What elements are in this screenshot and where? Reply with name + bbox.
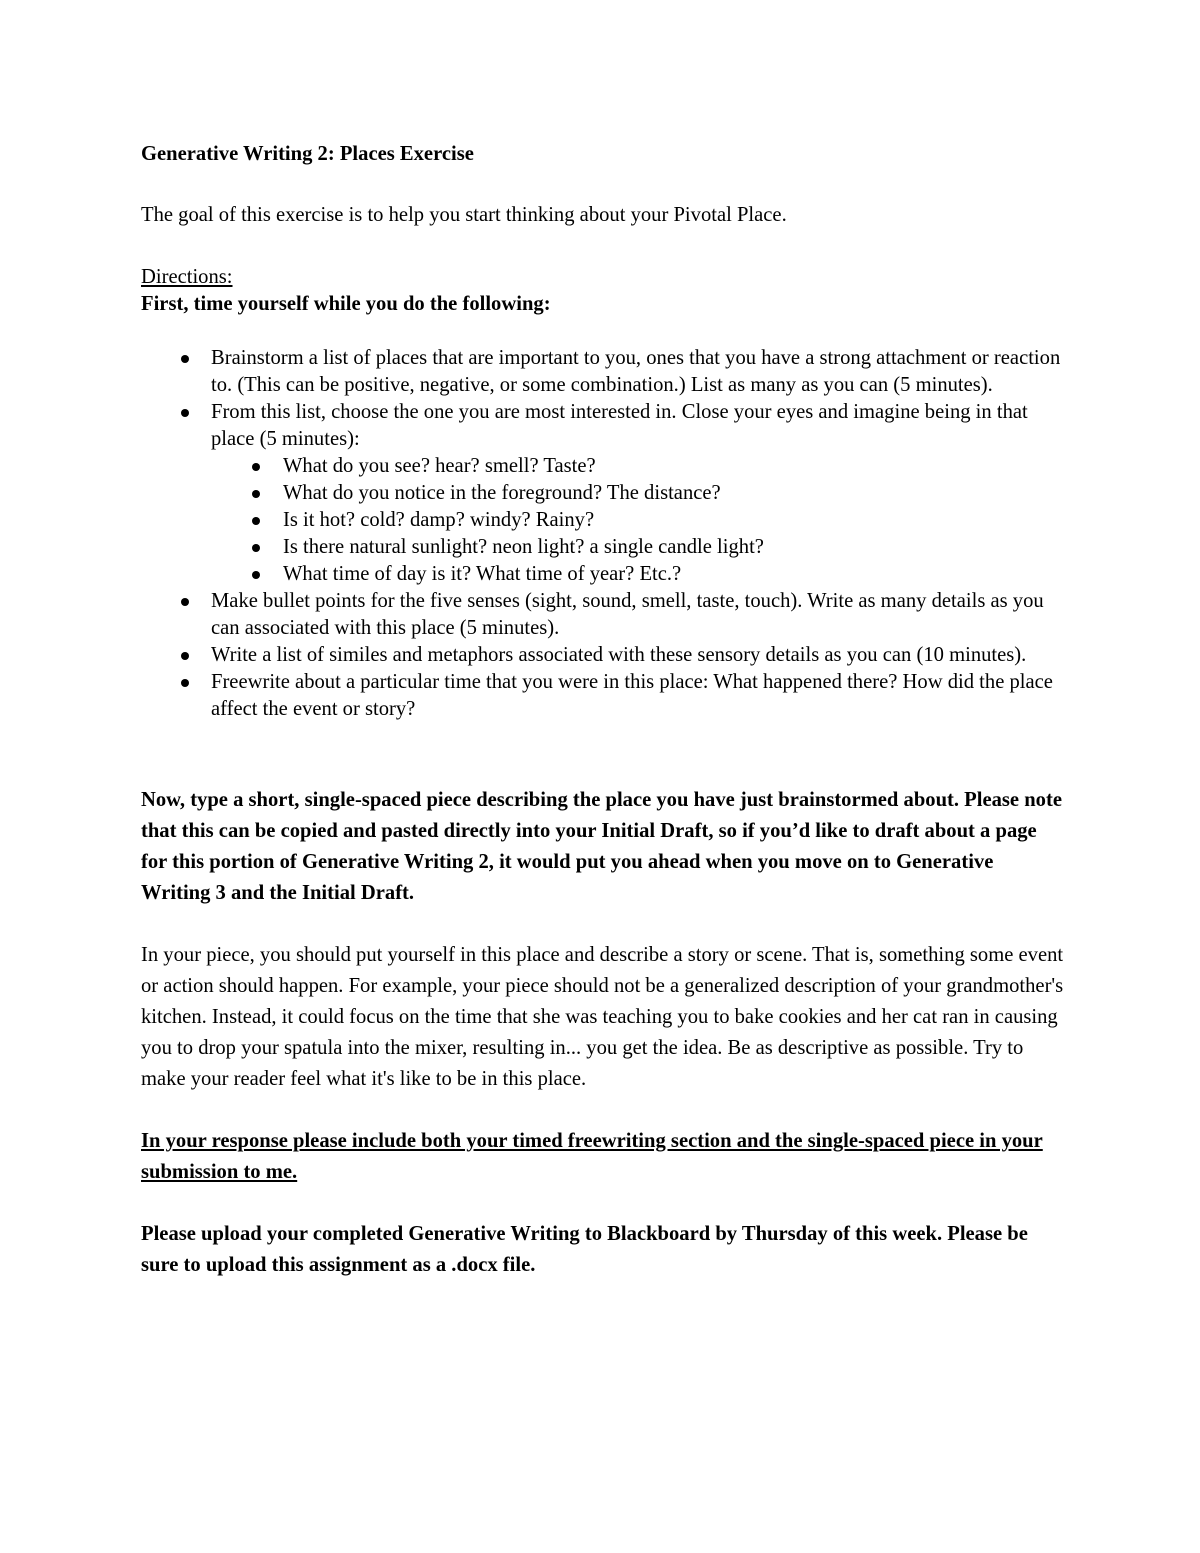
bullet-icon — [252, 463, 260, 471]
sub-list-item — [141, 561, 1066, 588]
list-item-text: Brainstorm a list of places that are important to you, ones that you have a strong attachment or reaction to. (This can be positive, negative, or some combination.) List as many as you can (5 minutes). — [211, 347, 1061, 396]
draft-instruction-paragraph: Now, type a short, single-spaced piece describing the place you have just brainstormed about. Please note that this can be copied and pasted directly into your Initial Draft, so if you’d like to draft about a page for this portion of Generative Writing 2, it would put you ahead when you move on to Generative Writing 3 and the Initial Draft. — [141, 789, 1062, 904]
bullet-icon — [181, 409, 189, 417]
bullet-icon — [181, 355, 189, 363]
list-item-text: Freewrite about a particular time that you were in this place: What happened there? How did the place affect the event or story? — [211, 671, 1053, 720]
bullet-icon — [181, 598, 189, 606]
sensory-questions-list — [211, 453, 1066, 588]
bullet-icon — [252, 571, 260, 579]
list-item — [141, 399, 1066, 588]
sub-list-item-text: What time of day is it? What time of year? Etc.? — [283, 563, 682, 585]
list-item — [141, 642, 1066, 669]
sub-list-item-text: What do you notice in the foreground? The distance? — [283, 482, 721, 504]
piece-description-paragraph: In your piece, you should put yourself in this place and describe a story or scene. That is, something some event or action should happen. For example, your piece should not be a generalized description of your grandmother's kitchen. Instead, it could focus on the time that she was teaching you to bake cookies and her cat ran in causing you to drop your spatula into the mixer, resulting in... you get the idea. Be as descriptive as possible. Try to make your reader feel what it's like to be in this place. — [141, 944, 1064, 1090]
upload-instruction-paragraph: Please upload your completed Generative Writing to Blackboard by Thursday of this week. Please be sure to upload this assignment as a .docx file. — [141, 1223, 1028, 1276]
bullet-icon — [252, 490, 260, 498]
sub-list-item — [141, 480, 1066, 507]
list-item — [141, 669, 1066, 723]
list-item-text: From this list, choose the one you are most interested in. Close your eyes and imagine being in that place (5 minutes): — [211, 401, 1028, 450]
list-item — [141, 588, 1066, 642]
first-instruction: First, time yourself while you do the following: — [141, 293, 551, 315]
response-requirement-paragraph: In your response please include both your timed freewriting section and the single-spaced piece in your submission to me. — [141, 1130, 1043, 1183]
goal-paragraph: The goal of this exercise is to help you start thinking about your Pivotal Place. — [141, 204, 787, 226]
list-item — [141, 345, 1066, 399]
document-title: Generative Writing 2: Places Exercise — [141, 143, 474, 165]
bullet-icon — [181, 679, 189, 687]
list-item-text: Make bullet points for the five senses (sight, sound, smell, taste, touch). Write as many details as you can associated with this place (5 minutes). — [211, 590, 1044, 639]
sub-list-item — [141, 453, 1066, 480]
document-page — [141, 141, 1066, 1281]
directions-list — [141, 345, 1066, 723]
list-item-text: Write a list of similes and metaphors associated with these sensory details as you can (10 minutes). — [211, 644, 1027, 666]
bullet-icon — [252, 517, 260, 525]
sub-list-item-text: Is there natural sunlight? neon light? a single candle light? — [283, 536, 764, 558]
bullet-icon — [181, 652, 189, 660]
sub-list-item-text: What do you see? hear? smell? Taste? — [283, 455, 596, 477]
sub-list-item — [141, 534, 1066, 561]
sub-list-item — [141, 507, 1066, 534]
bullet-icon — [252, 544, 260, 552]
sub-list-item-text: Is it hot? cold? damp? windy? Rainy? — [283, 509, 595, 531]
directions-label: Directions: — [141, 266, 233, 288]
